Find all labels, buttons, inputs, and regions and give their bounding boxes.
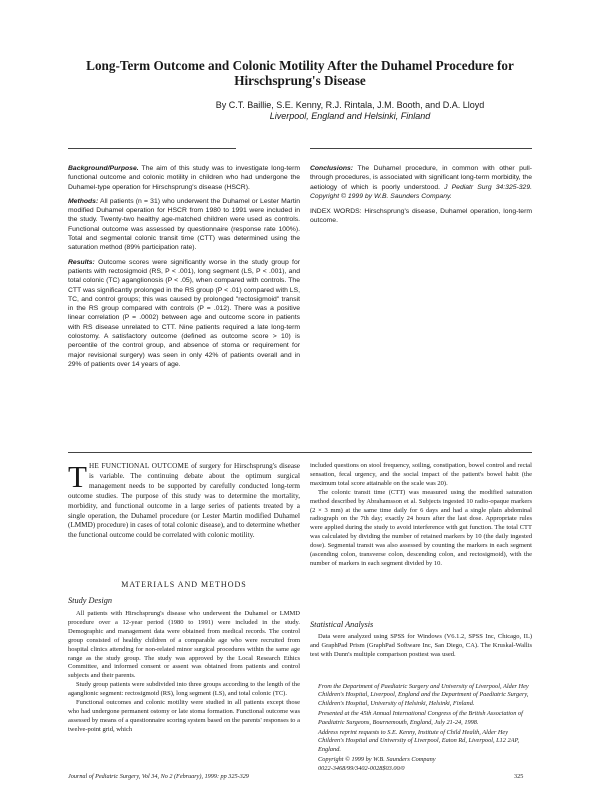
abstract-results [68,258,300,370]
abstract-rule-left [68,148,236,149]
abstract-results-label: Results: [68,258,95,266]
col2-top-paragraph: included questions on stool frequency, soiling, constipation, bowel control and rectal sensation, fecal urgency, and the social impact of the patient's bowel habit (the maximum total score attainable on the scale was 20). [310,462,532,487]
study-design-p3: Functional outcomes and colonic motility were studied in all patients except those who had undergone permanent ostomy or late stoma formation. Functional outcome was assessed by means of a questionnaire scoring system based on the parents' responses to a twelve-point grid, which [68,699,300,733]
abstract-background-label: Background/Purpose. [68,165,139,172]
index-words-text: Hirschsprung's disease, Duhamel operation, long-term outcome. [310,208,533,225]
note-copyright: Copyright © 1999 by W.B. Saunders Company [318,756,436,764]
index-words [310,207,532,226]
article-title: Long-Term Outcome and Colonic Motility After the Duhamel Procedure for Hirschsprung's Disease [86,58,514,88]
journal-footer: Journal of Pediatric Surgery, Vol 34, No 2 (February), 1999: pp 325-329 [68,773,249,780]
author-affiliation: Liverpool, England and Helsinki, Finland [269,111,431,121]
abstract-right-column [310,164,532,226]
study-design-column [68,610,300,735]
intro-paragraph [68,459,300,541]
abstract-conclusions [310,164,532,201]
ctt-paragraph: The colonic transit time (CTT) was measured using the modified saturation method described by Abrahamsson et al. Subjects ingested 10 radio-opaque markers (2 × 3 mm) at the same time daily for 6 days and had a single plain abdominal radiograph on the 7th day; exactly 24 hours after the last dose. Appropriate rules were applied during the study to avoid interference with gut function. The total CTT was calculated by dividing the number of retained markers by 10 (the daily ingested dose). Segmental transit was also assessed by counting the markers in each segment (ascending colon, transverse colon, descending colon, and rectosigmoid), with the number of markers in each segment divided by 10. [310,488,532,567]
abstract-conclusions-text: The Duhamel procedure, in common with other pull-through procedures, is associated with significant long-term morbidity, the aetiology of which is poorly understood. [310,165,533,191]
study-design-p1: All patients with Hirschsprung's disease who underwent the Duhamel or LMMD procedure over a 12-year period (1980 to 1991) were included in the study. Demographic and management data were obtained from medical records. The control group consisted of healthy children of a comparable age who were recruited from hospital clinics attending for non-related minor surgical procedures within the same age range as the study group. The study was approved by the Local Research Ethics Committee, and informed consent or assent was obtained from patients and control subjects and their parents. [68,610,300,680]
study-design-p2: Study group patients were subdivided into three groups according to the length of the aganglionic segment: rectosigmoid (RS), long segment (LS), and total colonic (TC). [68,681,300,698]
intro-text: of surgery for Hirschsprung's disease is variable. The continuing debate about the optimum surgical management needs to be supported by carefully conducted long-term outcome studies. The purpose of this study was to determine the mortality, morbidity, and functional outcome in a large series of patients treated by a single operation, the Duhamel procedure (or Lester Martin modified Duhamel (LMMD) procedure) in cases of total colonic disease), and to determine whether the functional outcome could be correlated with colonic motility. [68,462,300,540]
note-presented: Presented at the 45th Annual International Congress of the British Association of Paediatric Surgeons, Bournemouth, England, July 21-24, 1998. [318,710,523,726]
abstract-methods-label: Methods: [68,197,99,205]
intro-lead: HE FUNCTIONAL OUTCOME [88,462,189,470]
note-from: From the Department of Paediatric Surgery and University of Liverpool, Alder Hey Children's Hospital, Liverpool, England and the Department of Paediatric Surgery, Children's Hospital, University of Helsinki, Helsinki, Finland. [318,683,529,707]
note-address: Address reprint requests to S.E. Kenny, Institute of Child Health, Alder Hey Children's Hospital and University of Liverpool, Eaton Rd, Liverpool, L12 2AP, England. [318,729,520,753]
abstract-methods-text: All patients (n = 31) who underwent the Duhamel or Lester Martin modified Duhamel operation for HSCR from 1980 to 1991 were included in the study. Twenty-two healthy age-matched children were used as controls. Functional outcome was assessed by questionnaire (response rate 100%). Total and segmental colonic transit time (CTT) was determined using the saturation method (89% participation rate). [68,197,301,252]
note-issn: 0022-3468/99/3402-0028$03.00/0 [318,764,405,772]
index-words-label: INDEX WORDS: [310,208,362,216]
page-number: 325 [514,773,524,780]
abstract-bottom-rule [68,452,532,453]
abstract-left-column [68,164,300,369]
author-list: By C.T. Baillie, S.E. Kenny, R.J. Rintala, J.M. Booth, and D.A. Lloyd [215,100,485,110]
methods-heading: MATERIALS AND METHODS [121,580,247,589]
stats-heading: Statistical Analysis [310,620,374,629]
right-column-body [310,462,532,569]
abstract-background [68,164,300,192]
stats-paragraph: Data were analyzed using SPSS for Windows (V6.1.2, SPSS Inc, Chicago, IL) and GraphPad Prism (GraphPad Software Inc, San Diego, CA). The Kruskal-Wallis test with Dunn's multiple comparison posttest was used. [310,633,532,658]
article-notes [318,683,532,773]
abstract-conclusions-label: Conclusions: [310,165,354,172]
abstract-results-text: Outcome scores were significantly worse in the study group for patients with rectosigmoid (RS, P < .001), long segment (LS, P < .001), and total colonic (TC) aganglionosis (P < .05), when compared with controls. The CTT was significantly prolonged in the RS group (P < .01) compared with LS, TC, and control groups; this was caused by prolonged "rectosigmoid" transit in the RS group compared with controls (P = .012). There was a positive linear correlation (P = .0002) between age and outcome score in patients with RS disease unrelated to CTT. Nine patients required a late long-term colostomy. A satisfactory outcome (defined as outcome score > 10) is percentile of the control group, and absence of stoma or requirement for major revisional surgery) was seen in only 42% of patients overall and in 29% of patients over 14 years of age. [68,258,300,368]
abstract-rule-right [310,148,532,149]
abstract-citation: J Pediatr Surg 34:325-329. Copyright © 1999 by W.B. Saunders Company. [310,183,532,200]
study-design-heading: Study Design [68,596,113,605]
author-block [150,100,550,122]
abstract-background-text: The aim of this study was to investigate long-term functional outcome and colonic motility in children who had undergone the Duhamel-type operation for Hirschsprung's disease (HSCR). [68,165,300,191]
drop-cap: T [68,459,87,494]
abstract-methods [68,197,300,253]
